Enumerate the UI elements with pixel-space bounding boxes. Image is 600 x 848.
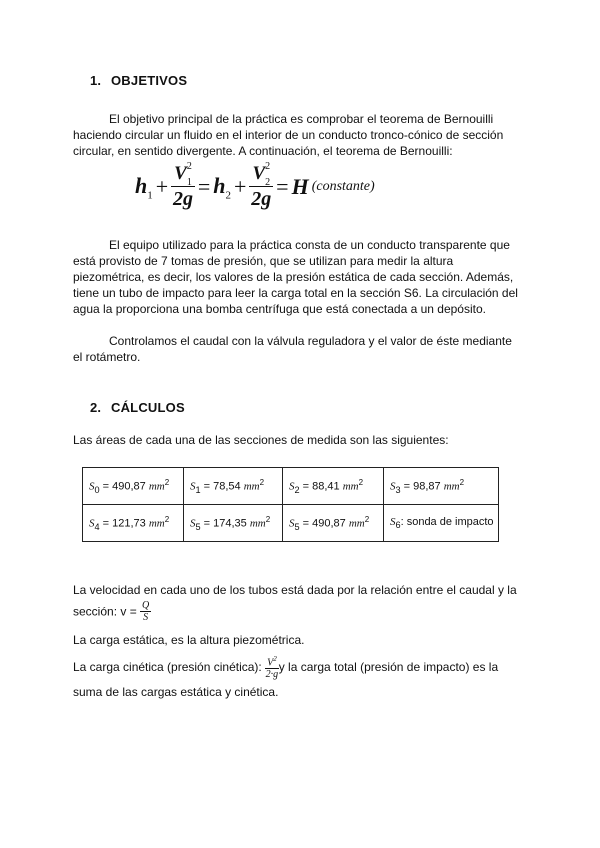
equipment-paragraph	[73, 237, 523, 317]
kinetic-prefix: La carga cinética (presión cinética):	[73, 660, 266, 675]
section-1-number: 1.	[90, 73, 102, 88]
table-cell-s2: $S_2 = 88,41$ $mm^2$	[283, 468, 384, 505]
formula-equals-2: =	[276, 174, 289, 199]
section-2-heading	[90, 400, 185, 415]
velocity-text: La velocidad en cada uno de los tubos está dada por la relación entre el caudal y la	[73, 583, 517, 597]
formula-plus-2: +	[234, 174, 247, 199]
control-text: Controlamos el caudal con la válvula reguladora y el valor de éste mediante el rotámetro.	[73, 334, 512, 364]
formula-h2: $h_2$	[213, 172, 232, 202]
formula-fraction-2: V 2 2 2g	[251, 161, 272, 210]
velocity-formula-line	[73, 600, 151, 623]
section-1-title: OBJETIVOS	[111, 73, 188, 88]
kinetic-head-line	[73, 654, 498, 680]
table-cell-s0: $S_0 = 490,87$ $mm^2$	[83, 468, 184, 505]
control-paragraph	[73, 333, 519, 365]
static-head-text: La carga estática, es la altura piezométrica.	[73, 633, 305, 647]
table-cell-s5: $S_5 = 174,35$ $mm^2$	[184, 505, 283, 542]
table-cell-s4: $S_4 = 121,73$ $mm^2$	[83, 505, 184, 542]
table-row	[83, 468, 499, 505]
areas-table	[82, 467, 499, 542]
formula-H: H	[291, 174, 309, 199]
formula-h1: $h_1$	[135, 172, 153, 202]
section-2-title: CÁLCULOS	[111, 400, 185, 415]
formula-constant: (constante)	[311, 179, 375, 194]
kinetic-suffix: y la carga total (presión de impacto) es la	[278, 660, 499, 675]
table-row	[83, 505, 499, 542]
objective-text: El objetivo principal de la práctica es comprobar el teorema de Bernouilli haciendo circular un fluido en el interior de un conducto tronco-cónico de sección circular, en sentido divergente. A continuación, el teorema de Bernouilli:	[73, 112, 504, 158]
areas-intro: Las áreas de cada una de las secciones de medida son las siguientes:	[73, 433, 449, 447]
bernoulli-formula	[135, 163, 435, 215]
velocity-prefix: sección: v =	[73, 604, 141, 619]
table-cell-s5b: $S_5 = 490,87$ $mm^2$	[283, 505, 384, 542]
formula-plus: +	[155, 174, 169, 199]
formula-equals: =	[197, 174, 211, 199]
table-cell-s3: $S_3 = 98,87$ $mm^2$	[384, 468, 499, 505]
table-cell-s1: $S_1 = 78,54$ $mm^2$	[184, 468, 283, 505]
formula-fraction-1: V 2 1 2g	[173, 161, 194, 210]
objective-paragraph	[73, 111, 519, 159]
velocity-fraction: $\frac{Q}{S}$	[142, 600, 150, 623]
table-cell-s6: $S_6$: sonda de impacto	[384, 505, 499, 542]
final-line: suma de las cargas estática y cinética.	[73, 685, 279, 699]
equipment-text: El equipo utilizado para la práctica consta de un conducto transparente que está provisto de 7 tomas de presión, que se utilizan para medir la altura piezométrica, es decir, los valores de la presión estática de cada sección. Además, tiene un tubo de impacto para leer la carga total en la sección S6. La circulación del agua la proporciona una bomba centrífuga que está conectada a un depósito.	[73, 238, 518, 316]
kinetic-fraction: $\frac{V^2}{2\cdot g}$	[265, 655, 279, 681]
section-1-heading	[90, 73, 187, 88]
section-2-number: 2.	[90, 400, 102, 415]
